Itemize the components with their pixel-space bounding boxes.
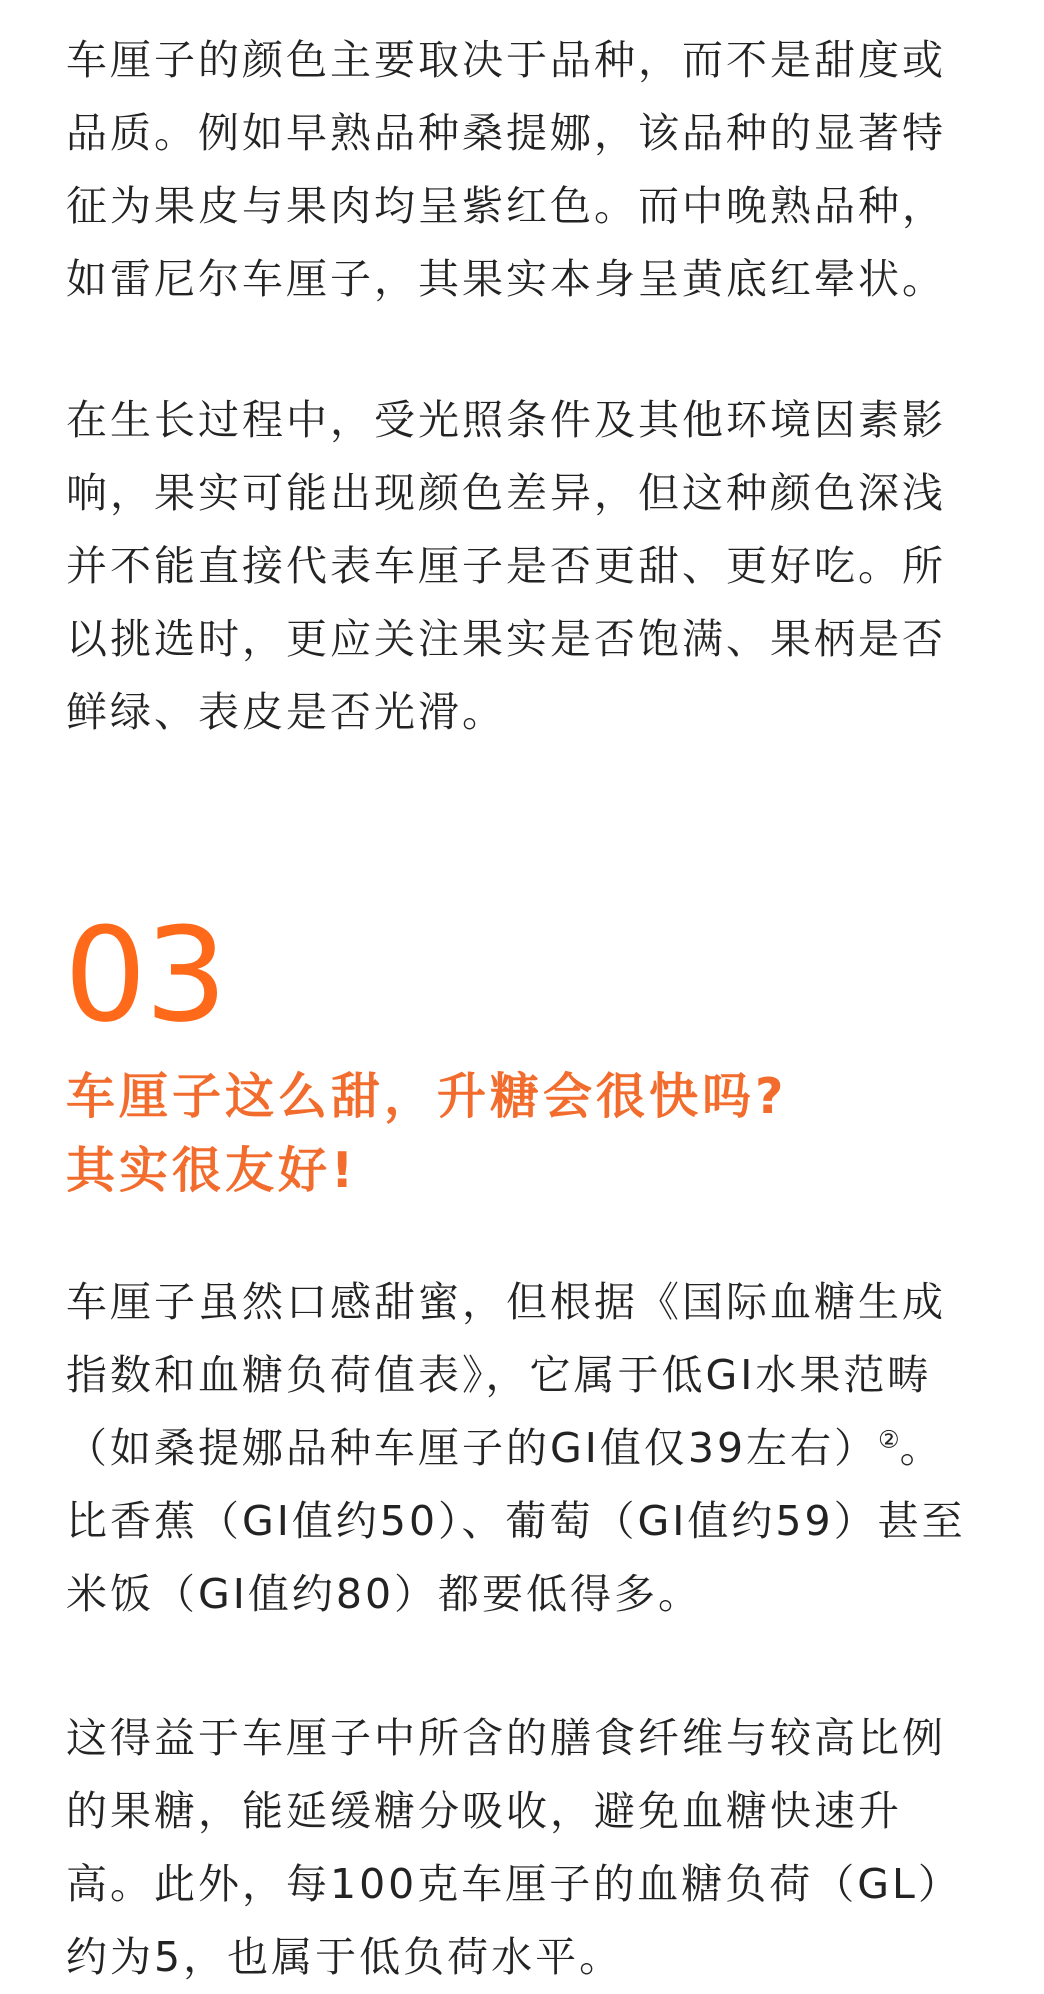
paragraph-line: 指数和血糖负荷值表》，它属于低GI水果范畴 xyxy=(66,1351,932,1399)
paragraph-line: 鲜绿、表皮是否光滑。 xyxy=(66,688,506,736)
paragraph-line: 这得益于车厘子中所含的膳食纤维与较高比例 xyxy=(66,1714,946,1762)
section-heading xyxy=(66,1060,787,1208)
paragraph-line: 以挑选时，更应关注果实是否饱满、果柄是否 xyxy=(66,615,946,663)
paragraph-line: 比香蕉（GI值约50）、葡萄（GI值约59）甚至 xyxy=(66,1497,966,1545)
section-heading-line: 其实很友好! xyxy=(66,1142,358,1199)
paragraph-line: 高。此外，每100克车厘子的血糖负荷（GL） xyxy=(66,1860,962,1908)
paragraph-glycemic-load xyxy=(66,1702,1000,1994)
paragraph-color-variety xyxy=(66,24,1000,316)
paragraph-line: 车厘子的颜色主要取决于品种，而不是甜度或 xyxy=(66,36,946,84)
paragraph-line: 征为果皮与果肉均呈紫红色。而中晚熟品种， xyxy=(66,182,946,230)
paragraph-line: 响，果实可能出现颜色差异，但这种颜色深浅 xyxy=(66,469,946,517)
paragraph-line: 米饭（GI值约80）都要低得多。 xyxy=(66,1570,703,1618)
paragraph-gi-value xyxy=(66,1266,1000,1631)
paragraph-line: 如雷尼尔车厘子，其果实本身呈黄底红晕状。 xyxy=(66,255,946,303)
paragraph-line-end: 。 xyxy=(899,1424,944,1472)
paragraph-line: 在生长过程中，受光照条件及其他环境因素影 xyxy=(66,396,946,444)
section-heading-line: 车厘子这么甜，升糖会很快吗? xyxy=(66,1068,788,1125)
paragraph-growing-conditions xyxy=(66,384,1000,749)
paragraph-line: 并不能直接代表车厘子是否更甜、更好吃。所 xyxy=(66,542,946,590)
paragraph-line: 车厘子虽然口感甜蜜，但根据《国际血糖生成 xyxy=(66,1278,946,1326)
paragraph-line: 品质。例如早熟品种桑提娜，该品种的显著特 xyxy=(66,109,946,157)
paragraph-line xyxy=(66,1412,1000,1485)
footnote-reference[interactable]: ② xyxy=(878,1425,900,1454)
paragraph-line-text: （如桑提娜品种车厘子的GI值仅39左右） xyxy=(66,1424,879,1472)
section-number: 03 xyxy=(64,899,226,1051)
paragraph-line: 的果糖，能延缓糖分吸收，避免血糖快速升 xyxy=(66,1787,902,1835)
paragraph-line: 约为5，也属于低负荷水平。 xyxy=(66,1933,624,1981)
